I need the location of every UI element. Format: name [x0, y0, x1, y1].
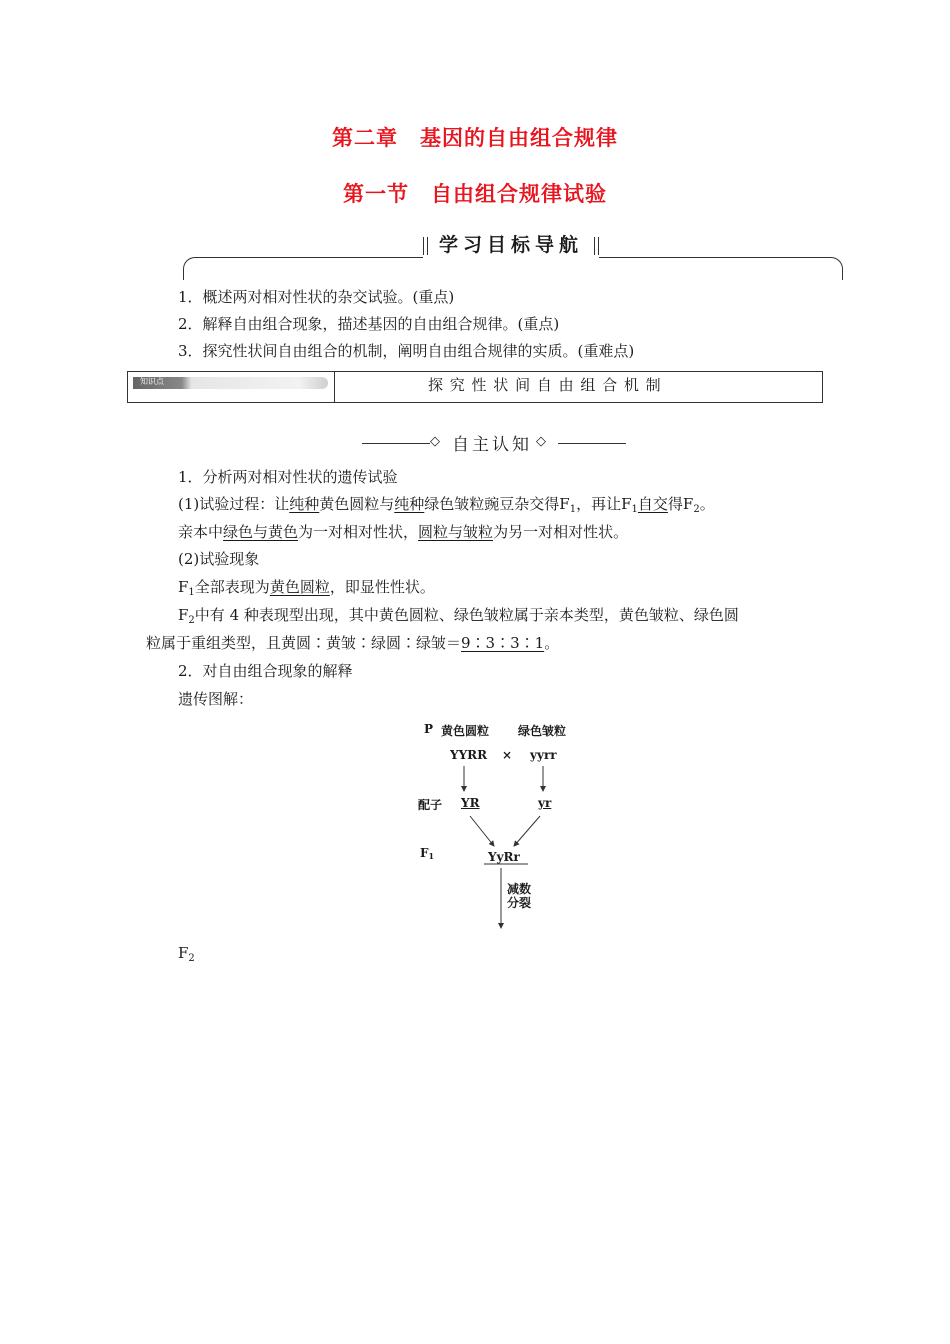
objectives-banner-frame	[183, 257, 843, 280]
paragraph-experiment-process: (1)试验过程：让纯种黄色圆粒与纯种绿色皱粒豌豆杂交得$F_1$，再让$F_1$自交得$F_2$。	[178, 495, 715, 515]
meiosis-label: 减数 分裂	[507, 882, 532, 910]
objectives-banner	[423, 231, 599, 259]
paragraph-relative-traits: 亲本中绿色与黄色为一对相对性状，圆粒与皱粒为另一对相对性状。	[178, 523, 629, 541]
objective-2: 2．解释自由组合现象，描述基因的自由组合规律。(重点)	[178, 315, 560, 333]
chapter-title: 第二章 基因的自由组合规律	[332, 126, 618, 150]
cross-symbol: ×	[502, 748, 513, 762]
diagram-intro: 遗传图解：	[178, 690, 254, 708]
gamete-yr-recessive: yr	[538, 796, 552, 810]
paragraph-f1-result: $F_1$全部表现为黄色圆粒，即显性性状。	[178, 578, 435, 598]
objectives-banner-label: 学习目标导航	[438, 234, 583, 256]
parent-yellow-round: 黄色圆粒	[441, 724, 490, 738]
paragraph-ratio: 粒属于重组类型，且黄圆∶黄皱∶绿圆∶绿皱＝9∶3∶3∶1。	[146, 634, 560, 652]
f1-label: F1	[420, 846, 435, 861]
knowledge-table	[127, 371, 823, 403]
gamete-label: 配子	[418, 798, 443, 812]
diagram-arrows	[410, 716, 590, 936]
f1-genotype: YyRr	[488, 850, 520, 864]
gamete-yr-dominant: YR	[461, 796, 480, 810]
genotype-yyrr-dominant: YYRR	[450, 748, 488, 762]
heading-2: 2．对自由组合现象的解释	[178, 662, 353, 680]
self-study-label: 自主认知	[452, 435, 532, 455]
section-title: 第一节 自由组合规律试验	[343, 182, 607, 206]
genotype-yyrr-recessive: yyrr	[530, 748, 557, 762]
knowledge-point: 探 究 性 状 间 自 由 组 合 机 制	[428, 376, 662, 394]
p-label: P	[424, 722, 434, 736]
knowledge-tag: 知识点	[133, 377, 328, 389]
heading-1: 1．分析两对相对性状的遗传试验	[178, 468, 398, 486]
self-study-banner: ◇ 自主认知 ◇	[362, 430, 628, 456]
paragraph-f2-result: $F_2$中有 4 种表现型出现，其中黄色圆粒、绿色皱粒属于亲本类型，黄色皱粒、绿色圆	[178, 606, 739, 626]
objective-3: 3．探究性状间自由组合的机制，阐明自由组合规律的实质。(重难点)	[178, 342, 635, 360]
paragraph-phenomenon-heading: (2)试验现象	[178, 550, 260, 568]
parent-green-wrinkled: 绿色皱粒	[518, 724, 567, 738]
f2-label: $F_2$	[178, 944, 195, 964]
objective-1: 1．概述两对相对性状的杂交试验。(重点)	[178, 288, 455, 306]
genetic-diagram	[410, 716, 590, 936]
